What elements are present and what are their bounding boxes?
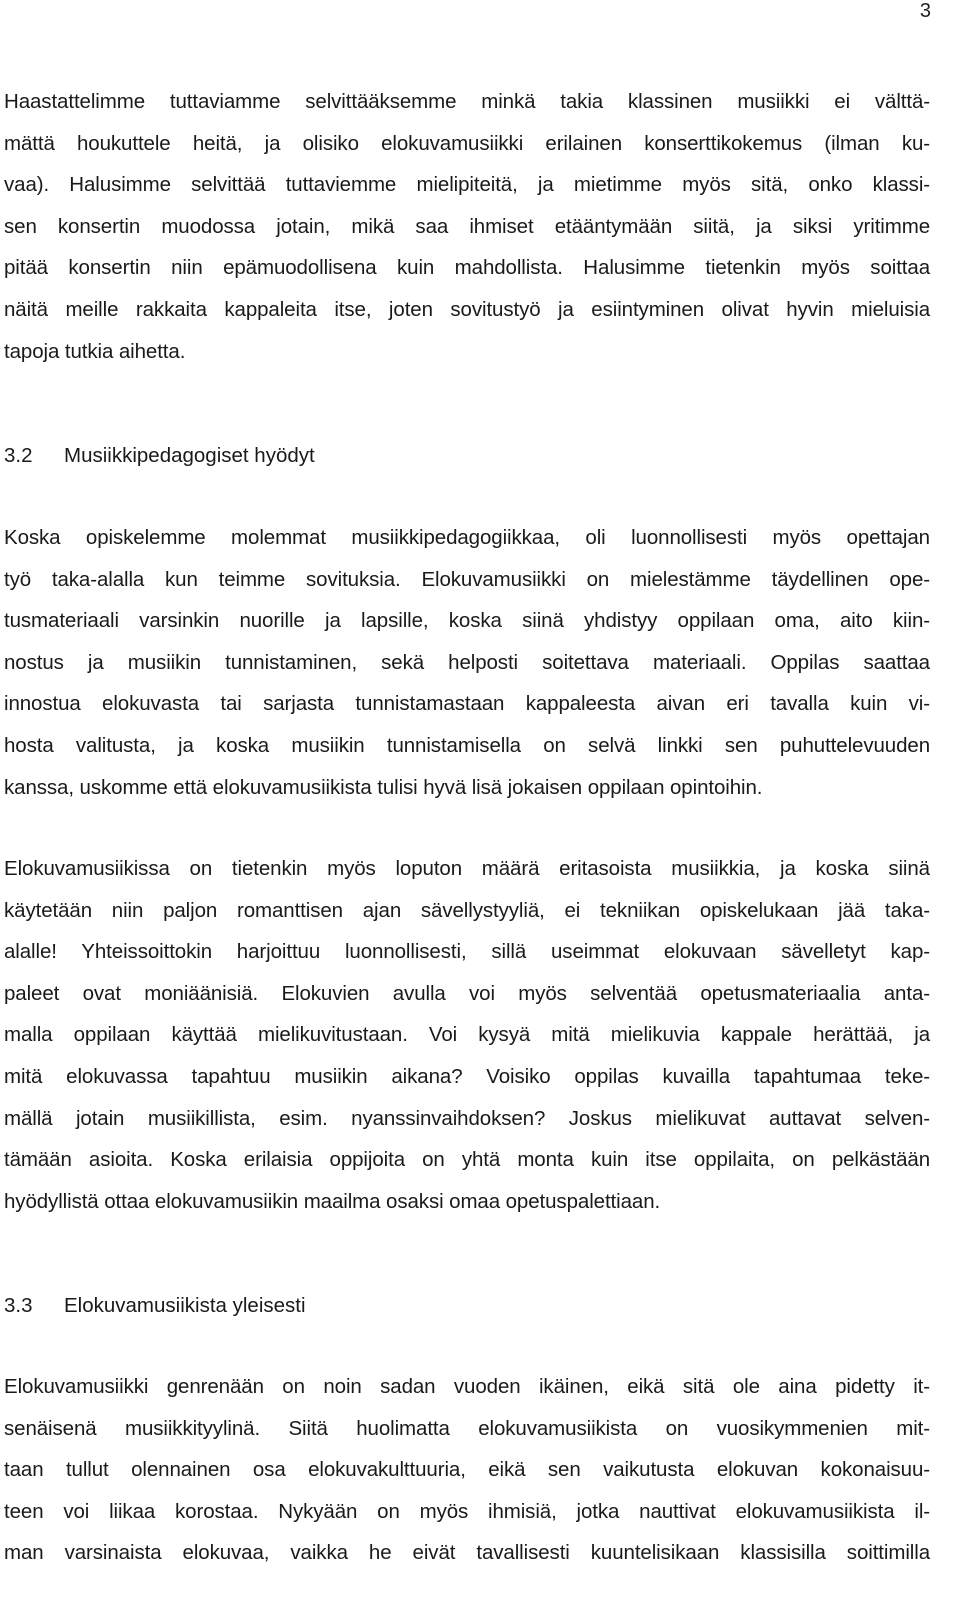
section-number: 3.3 bbox=[4, 1294, 33, 1317]
section-heading-3-3 bbox=[4, 1291, 306, 1321]
text-line: sen konsertin muodossa jotain, mikä saa ihmiset etääntymään siitä, ja siksi yritimme bbox=[4, 214, 930, 238]
text-line: alalle! Yhteissoittokin harjoittuu luonnollisesti, sillä useimmat elokuvaan sävelletyt kap- bbox=[4, 940, 930, 964]
text-line: mitä elokuvassa tapahtuu musiikin aikana? Voisiko oppilas kuvailla tapahtumaa teke- bbox=[4, 1064, 930, 1088]
text-line: Elokuvamusiikissa on tietenkin myös loputon määrä eritasoista musiikkia, ja koska siinä bbox=[4, 857, 930, 880]
text-line: tusmateriaali varsinkin nuorille ja lapsille, koska siinä yhdistyy oppilaan oma, aito kiin- bbox=[4, 609, 930, 633]
text-line: nostus ja musiikin tunnistaminen, sekä helposti soitettava materiaali. Oppilas saattaa bbox=[4, 650, 930, 674]
text-line: kanssa, uskomme että elokuvamusiikista tulisi hyvä lisä jokaisen oppilaan opintoihin. bbox=[4, 775, 763, 799]
paragraph-interviews bbox=[4, 81, 930, 372]
text-line: mällä jotain musiikillista, esim. nyanssinvaihdoksen? Joskus mielikuvat auttavat selven- bbox=[4, 1106, 930, 1130]
section-heading-3-2 bbox=[4, 441, 315, 471]
paragraph-film-music-general bbox=[4, 1366, 930, 1574]
page-number: 3 bbox=[919, 0, 931, 22]
text-line: hosta valitusta, ja koska musiikin tunnistamisella on selvä linkki sen puhuttelevuuden bbox=[4, 733, 930, 757]
text-line: tämään asioita. Koska erilaisia oppijoita on yhtä monta kuin itse oppilaita, on pelkästään bbox=[4, 1148, 930, 1172]
text-line: innostua elokuvasta tai sarjasta tunnistamastaan kappaleesta aivan eri tavalla kuin vi- bbox=[4, 692, 930, 716]
section-title: Elokuvamusiikista yleisesti bbox=[64, 1294, 306, 1317]
text-line: Koska opiskelemme molemmat musiikkipedagogiikkaa, oli luonnollisesti myös opettajan bbox=[4, 526, 930, 549]
text-line: tapoja tutkia aihetta. bbox=[4, 339, 186, 363]
paragraph-pedagogy bbox=[4, 517, 930, 808]
text-line: käytetään niin paljon romanttisen ajan sävellystyyliä, ei tekniikan opiskelukaan jää taka- bbox=[4, 898, 930, 922]
text-line: teen voi liikaa korostaa. Nykyään on myös ihmisiä, jotka nauttivat elokuvamusiikista il- bbox=[4, 1499, 930, 1523]
text-line: Haastattelimme tuttaviamme selvittääksemme minkä takia klassinen musiikki ei välttä- bbox=[4, 90, 930, 113]
text-line: pitää konsertin niin epämuodollisena kuin mahdollista. Halusimme tietenkin myös soittaa bbox=[4, 256, 930, 280]
text-line: mättä houkuttele heitä, ja olisiko elokuvamusiikki erilainen konserttikokemus (ilman ku- bbox=[4, 131, 930, 155]
text-line: vaa). Halusimme selvittää tuttaviemme mielipiteitä, ja mietimme myös sitä, onko klassi- bbox=[4, 173, 930, 197]
text-line: Elokuvamusiikki genrenään on noin sadan vuoden ikäinen, eikä sitä ole aina pidetty it- bbox=[4, 1375, 930, 1398]
text-line: senäisenä musiikkityylinä. Siitä huolimatta elokuvamusiikista on vuosikymmenien mit- bbox=[4, 1416, 930, 1440]
text-line: hyödyllistä ottaa elokuvamusiikin maailma osaksi omaa opetuspalettiaan. bbox=[4, 1189, 661, 1213]
text-line: taan tullut olennainen osa elokuvakulttuuria, eikä sen vaikutusta elokuvan kokonaisuu- bbox=[4, 1458, 930, 1482]
section-number: 3.2 bbox=[4, 444, 33, 467]
text-line: malla oppilaan käyttää mielikuvitustaan. Voi kysyä mitä mielikuvia kappale herättää, ja bbox=[4, 1023, 930, 1047]
text-line: man varsinaista elokuvaa, vaikka he eivät tavallisesti kuuntelisikaan klassisilla soittimilla bbox=[4, 1541, 930, 1565]
paragraph-film-music-teaching bbox=[4, 848, 930, 1222]
text-line: näitä meille rakkaita kappaleita itse, joten sovitustyö ja esiintyminen olivat hyvin mieluisia bbox=[4, 297, 930, 321]
text-line: työ taka-alalla kun teimme sovituksia. Elokuvamusiikki on mielestämme täydellinen ope- bbox=[4, 567, 930, 591]
text-line: paleet ovat moniäänisiä. Elokuvien avulla voi myös selventää opetusmateriaalia anta- bbox=[4, 981, 930, 1005]
section-title: Musiikkipedagogiset hyödyt bbox=[64, 444, 315, 467]
